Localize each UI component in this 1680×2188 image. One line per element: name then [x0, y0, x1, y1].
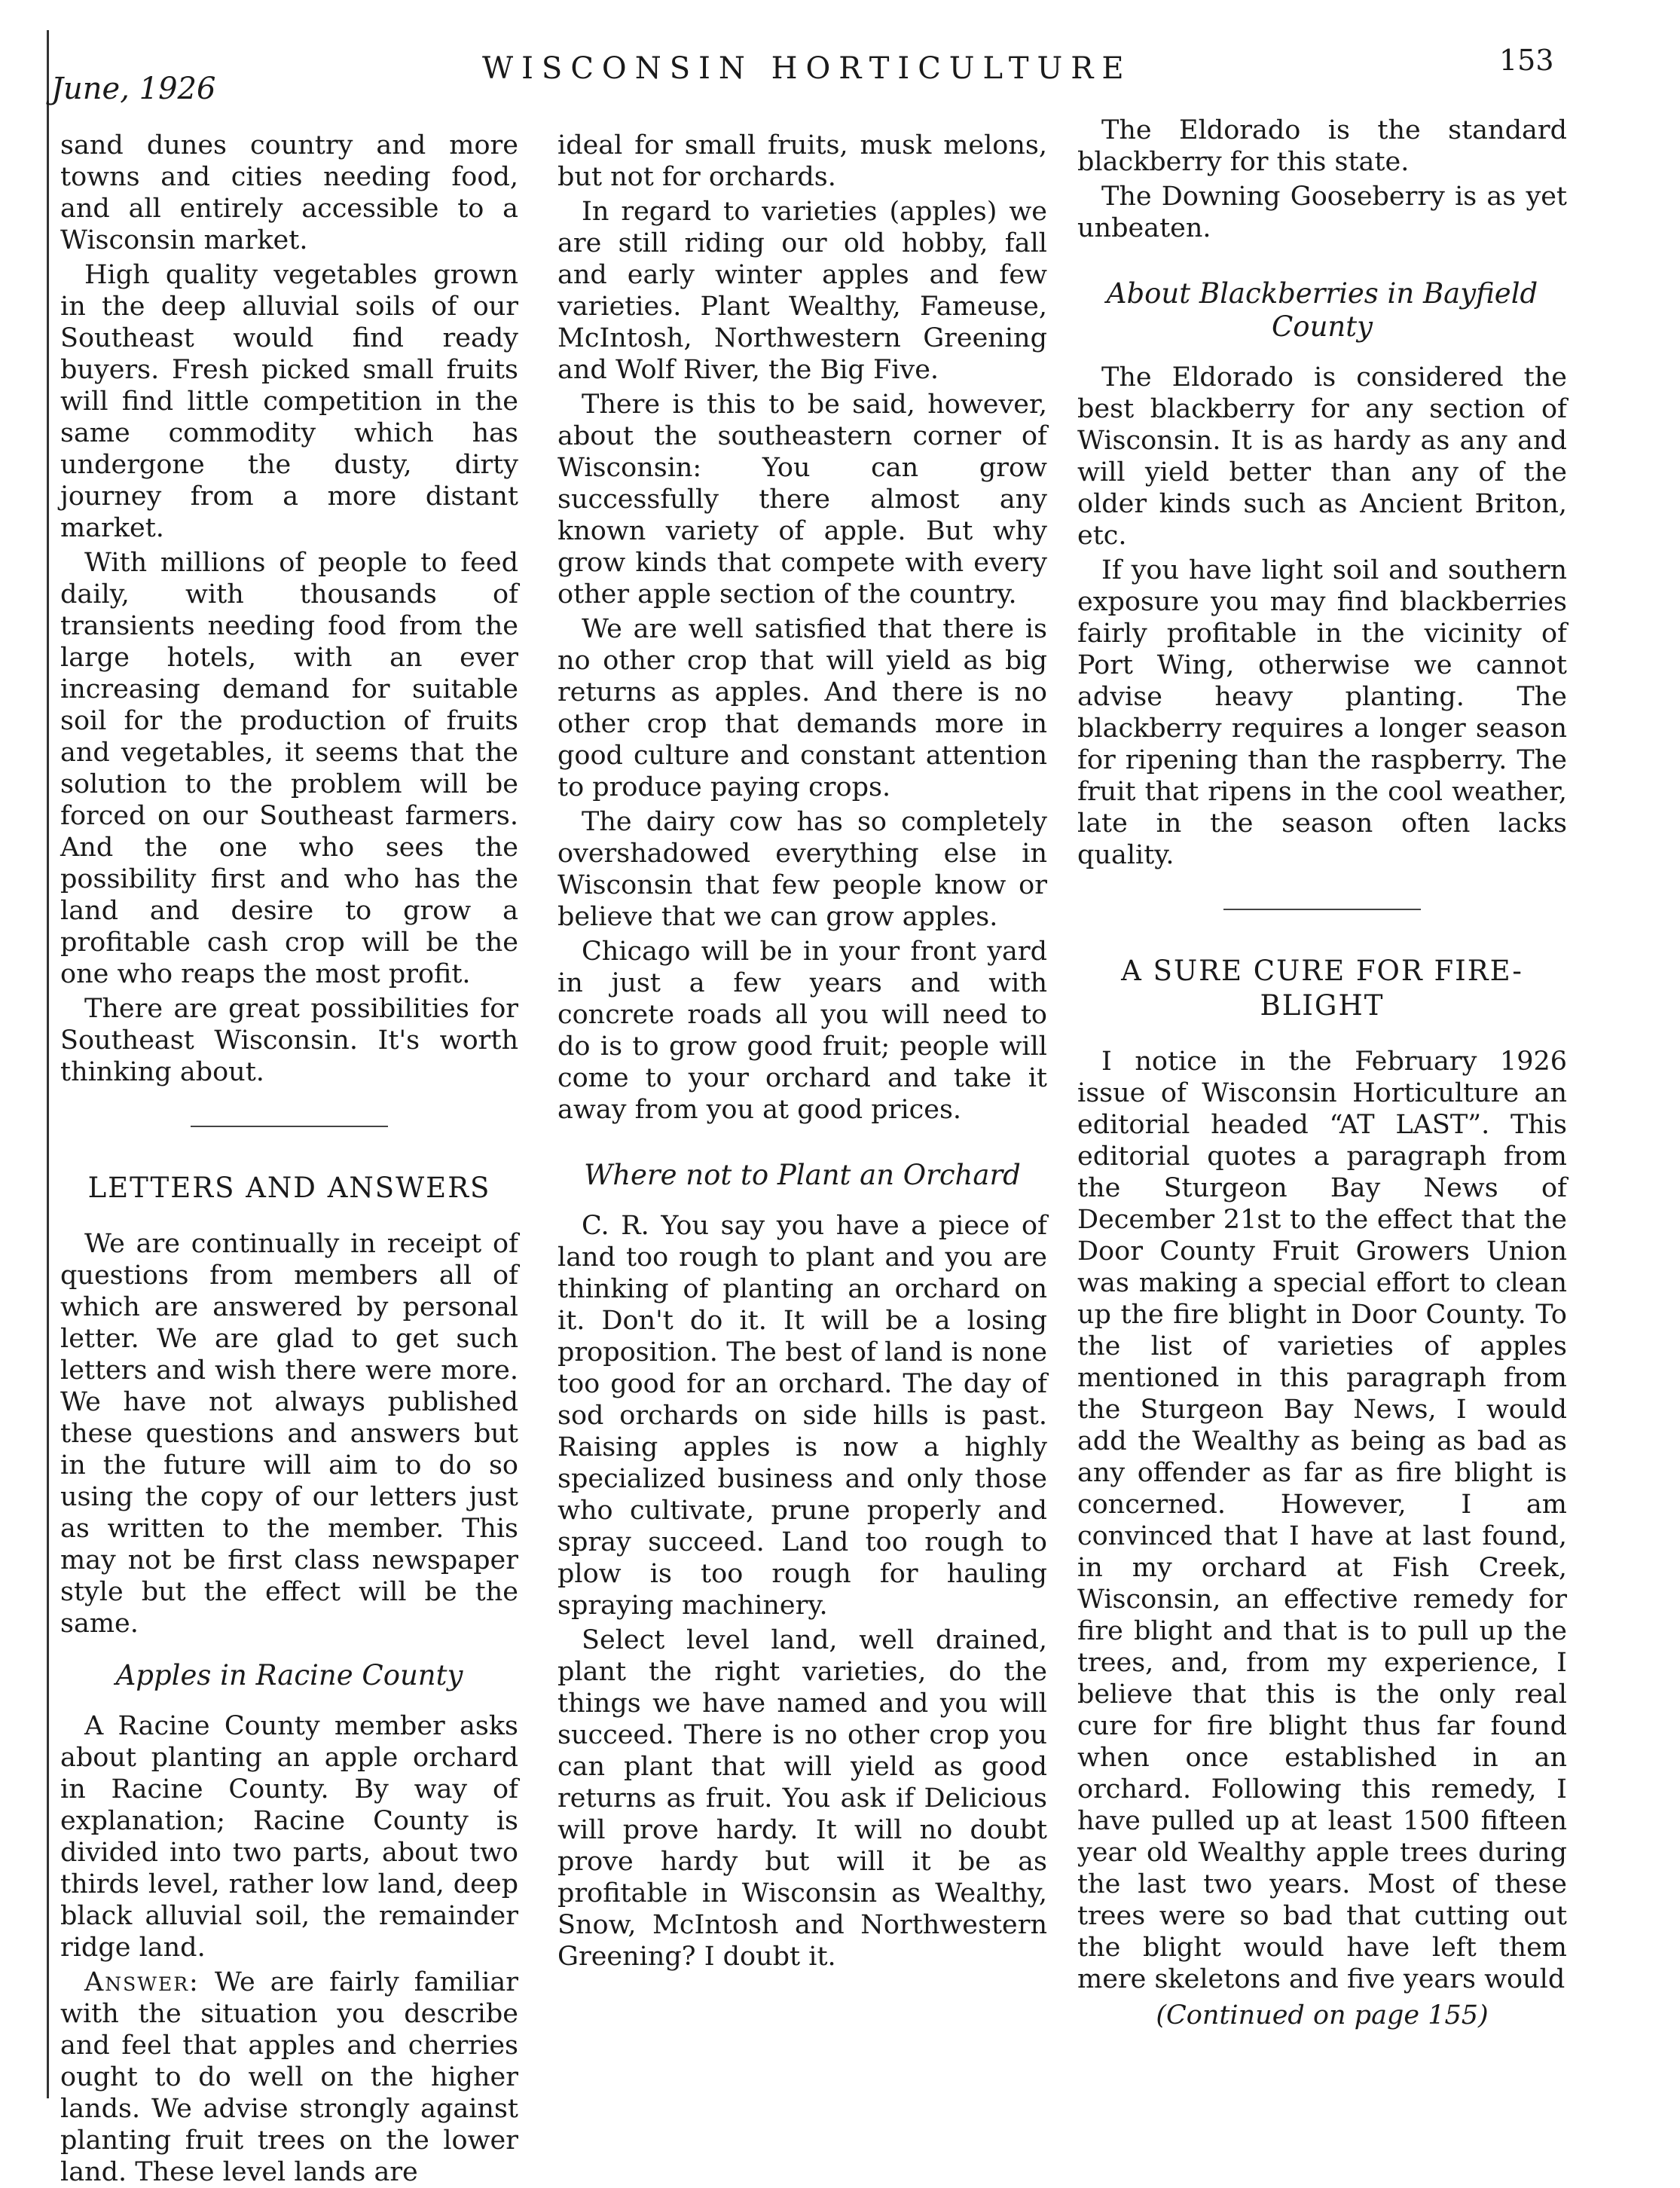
paragraph: A Racine County member asks about planting an apple orchard in Racine County. By way of explanation; Racine County is divided into two parts, about two thirds level, rather low land, deep black alluvial soil, the remainder ridge land.	[60, 1711, 518, 1963]
page-number: 153	[1499, 44, 1554, 77]
paragraph: sand dunes country and more towns and cities needing food, and all entirely accessible to a Wisconsin market.	[60, 130, 518, 255]
paragraph: The Downing Gooseberry is as yet unbeaten.	[1077, 182, 1567, 243]
issue-date: June, 1926	[51, 72, 216, 106]
margin-rule	[47, 30, 49, 2098]
section-divider	[191, 1126, 388, 1127]
paragraph: There is this to be said, however, about the southeastern corner of Wisconsin: You can grow successfully there almost any known variety of apple. But why grow kinds that compete with every other apple section of the country.	[557, 390, 1047, 610]
paragraph: In regard to varieties (apples) we are still riding our old hobby, fall and early winter apples and few varieties. Plant Wealthy, Fameuse, McIntosh, Northwestern Greening and Wolf River, the Big Five.	[557, 197, 1047, 385]
paragraph: If you have light soil and southern exposure you may find blackberries fairly profitable in the vicinity of Port Wing, otherwise we cannot advise heavy planting. The blackberry requires a longer season for ripening than the raspberry. The fruit that ripens in the cool weather, late in the season often lacks quality.	[1077, 555, 1567, 870]
paragraph: C. R. You say you have a piece of land too rough to plant and you are thinking of planting an orchard on it. Don't do it. It will be a losing proposition. The best of land is none too good for an orchard. The day of sod orchards on side hills is past. Raising apples is now a highly specialized business and only those who cultivate, prune properly and spray succeed. Land too rough to plow is too rough for hauling spraying machinery.	[557, 1211, 1047, 1621]
section-heading: A SURE CURE FOR FIRE-BLIGHT	[1121, 955, 1523, 1022]
article-subheading: Where not to Plant an Orchard	[584, 1159, 1021, 1191]
paragraph: We are continually in receipt of questions from members all of which are answered by personal letter. We are glad to get such letters and wish there were more. We have not always published these questions and answers but in the future will aim to do so using the copy of our letters just as written to the member. This may not be first class newspaper style but the effect will be the same.	[60, 1229, 518, 1639]
paragraph: ideal for small fruits, musk melons, but not for orchards.	[557, 130, 1047, 192]
paragraph: The Eldorado is considered the best blackberry for any section of Wisconsin. It is as hardy as any and will yield better than any of the older kinds such as Ancient Briton, etc.	[1077, 362, 1567, 551]
column-3	[1077, 115, 1567, 2031]
section-heading: LETTERS AND ANSWERS	[87, 1172, 491, 1204]
paragraph: Chicago will be in your front yard in just a few years and with concrete roads all you will need to do is to grow good fruit; people will come to your orchard and take it away from you at good prices.	[557, 937, 1047, 1125]
section-divider	[1223, 909, 1421, 910]
answer-text: We are fairly familiar with the situation you describe and feel that apples and cherries ought to do well on the higher lands. We advise strongly against planting fruit trees on the lower land. These level lands are	[60, 1967, 518, 2187]
column-2	[557, 130, 1047, 1973]
paragraph: We are well satisfied that there is no other crop that will yield as big returns as apples. And there is no other crop that demands more in good culture and constant attention to produce paying crops.	[557, 614, 1047, 802]
paragraph: The Eldorado is the standard blackberry for this state.	[1077, 115, 1567, 177]
answer-paragraph	[60, 1966, 518, 2188]
continued-note: (Continued on page 155)	[1156, 2000, 1489, 2031]
article-subheading: About Blackberries in Bayfield County	[1106, 277, 1538, 343]
paragraph: There are great possibilities for Southeast Wisconsin. It's worth thinking about.	[60, 994, 518, 1087]
paragraph: Select level land, well drained, plant the right varieties, do the things we have named and you will succeed. There is no other crop you can plant that will yield as good returns as fruit. You ask if Delicious will prove hardy. It will no doubt prove hardy but will it be as profitable in Wisconsin as Wealthy, Snow, McIntosh and Northwestern Greening? I doubt it.	[557, 1625, 1047, 1972]
paragraph: With millions of people to feed daily, with thousands of transients needing food from the large hotels, with an ever increasing demand for suitable soil for the production of fruits and vegetables, it seems that the solution to the problem will be forced on our Southeast farmers. And the one who sees the possibility first and who has the land and desire to grow a profitable cash crop will be the one who reaps the most profit.	[60, 548, 518, 989]
publication-title: WISCONSIN HORTICULTURE	[482, 51, 1132, 86]
paragraph: I notice in the February 1926 issue of Wisconsin Horticulture an editorial headed “AT LAST”. This editorial quotes a paragraph from the Sturgeon Bay News of December 21st to the effect that the Door County Fruit Growers Union was making a special effort to clean up the fire blight in Door County. To the list of varieties of apples mentioned in this paragraph from the Sturgeon Bay News, I would add the Wealthy as being as bad as any offender as far as fire blight is concerned. However, I am convinced that I have at last found, in my orchard at Fish Creek, Wisconsin, an effective remedy for fire blight and that is to pull up the trees, and, from my experience, I believe that this is the only real cure for fire blight thus far found when once established in an orchard. Following this remedy, I have pulled up at least 1500 fifteen year old Wealthy apple trees during the last two years. Most of these trees were so bad that cutting out the blight would have left them mere skeletons and five years would	[1077, 1047, 1567, 1994]
article-subheading: Apples in Racine County	[115, 1659, 463, 1691]
answer-label: Answer:	[84, 1967, 200, 1997]
paragraph: The dairy cow has so completely overshadowed everything else in Wisconsin that few people know or believe that we can grow apples.	[557, 807, 1047, 932]
paragraph: High quality vegetables grown in the deep alluvial soils of our Southeast would find ready buyers. Fresh picked small fruits will find little competition in the same commodity which has undergone the dusty, dirty journey from a more distant market.	[60, 260, 518, 543]
column-1	[60, 130, 518, 2188]
